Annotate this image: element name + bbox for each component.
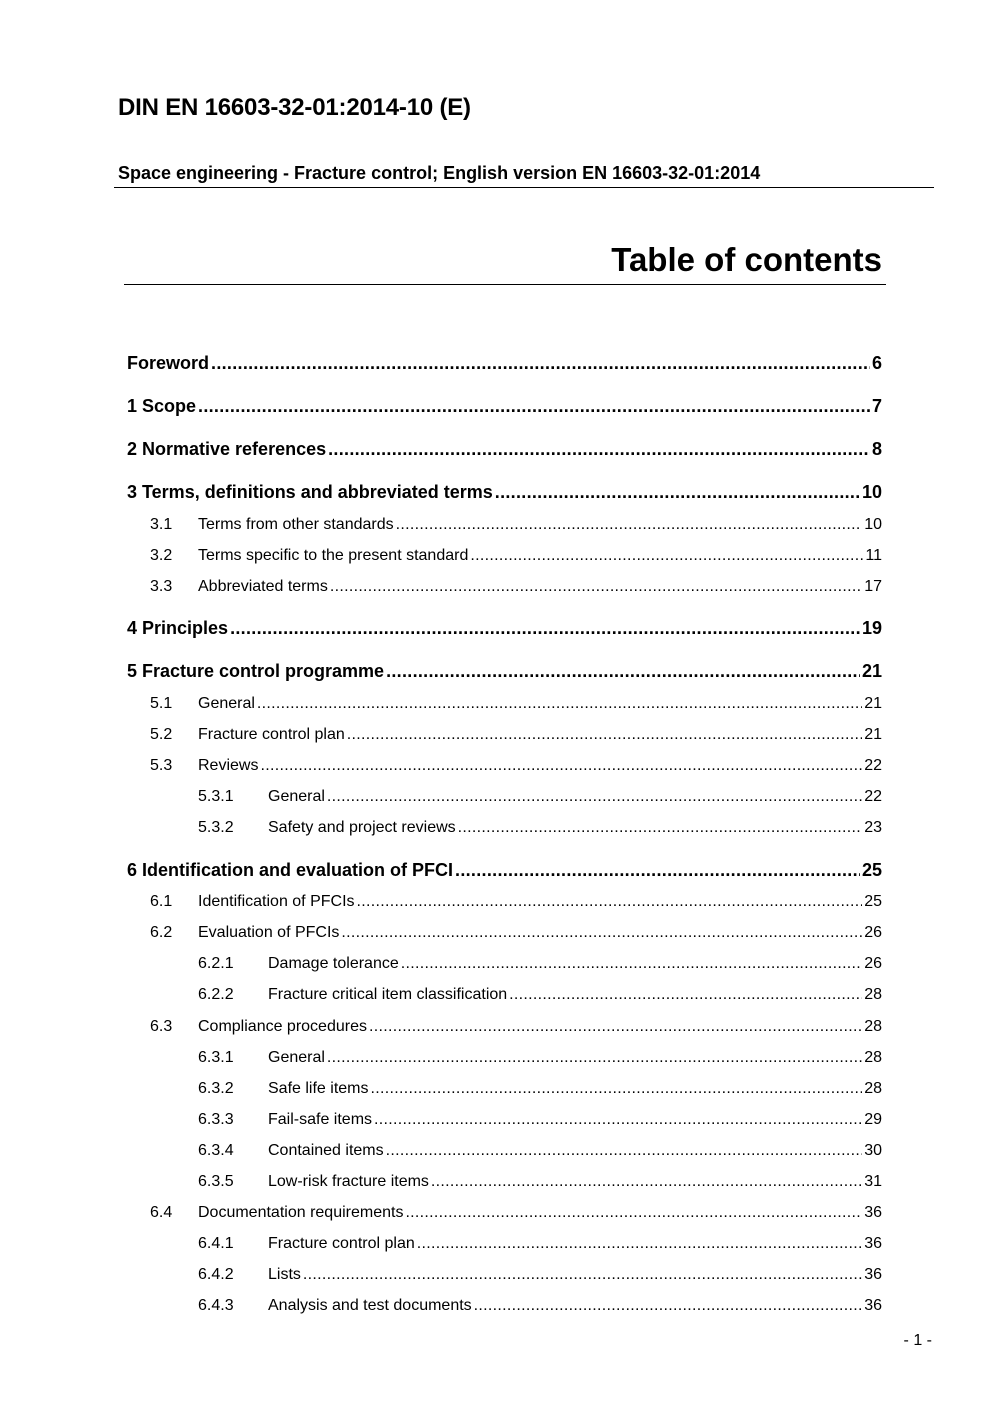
document-subtitle: Space engineering - Fracture control; English version EN 16603-32-01:2014 bbox=[118, 163, 761, 183]
toc-leader-dots bbox=[495, 482, 860, 503]
toc-leader-dots bbox=[405, 1204, 862, 1222]
toc-leader-dots bbox=[328, 439, 870, 460]
toc-entry-label: 1 Scope bbox=[127, 396, 197, 416]
toc-entry-label: General bbox=[198, 695, 255, 712]
toc-entry-number: 6.3.4 bbox=[198, 1142, 234, 1159]
toc-entry[interactable] bbox=[127, 924, 882, 948]
toc-entry-label: Terms from other standards bbox=[198, 516, 394, 533]
toc-entry[interactable] bbox=[127, 1049, 882, 1073]
toc-entry-page: 21 bbox=[864, 726, 882, 743]
toc-entry-number: 6.3.1 bbox=[198, 1049, 234, 1066]
toc-entry-page: 28 bbox=[864, 1080, 882, 1097]
toc-entry-page: 22 bbox=[864, 757, 882, 774]
toc-entry[interactable] bbox=[127, 439, 882, 463]
toc-entry-page: 26 bbox=[864, 955, 882, 972]
toc-leader-dots bbox=[369, 1018, 862, 1036]
toc-entry-number: 3.2 bbox=[150, 547, 173, 564]
toc-entry-page: 30 bbox=[864, 1142, 882, 1159]
toc-leader-dots bbox=[386, 1142, 863, 1160]
toc-entry-page: 21 bbox=[864, 695, 882, 712]
page-number: - 1 - bbox=[903, 1332, 932, 1349]
toc-entry-number: 6.4 bbox=[150, 1204, 173, 1221]
toc-entry-label: Foreword bbox=[127, 353, 210, 373]
toc-leader-dots bbox=[386, 661, 860, 682]
toc-entry[interactable] bbox=[127, 1297, 882, 1321]
toc-entry-label: Contained items bbox=[268, 1142, 384, 1159]
toc-entry-number: 6.1 bbox=[150, 893, 173, 910]
toc-entry-label: Fracture critical item classification bbox=[268, 986, 508, 1003]
toc-entry-number: 6.3.3 bbox=[198, 1111, 234, 1128]
toc-entry[interactable] bbox=[127, 1018, 882, 1042]
toc-entry-page: 29 bbox=[864, 1111, 882, 1128]
toc-entry-label: Compliance procedures bbox=[198, 1018, 367, 1035]
toc-entry-page: 31 bbox=[864, 1173, 882, 1190]
toc-entry[interactable] bbox=[127, 1235, 882, 1259]
toc-entry-label: Abbreviated terms bbox=[198, 578, 328, 595]
toc-leader-dots bbox=[417, 1235, 862, 1253]
toc-entry-label: General bbox=[268, 788, 325, 805]
toc-entry-label: 5 Fracture control programme bbox=[127, 661, 385, 681]
toc-entry[interactable] bbox=[127, 661, 882, 685]
toc-entry-label: Terms specific to the present standard bbox=[198, 547, 469, 564]
toc-leader-dots bbox=[474, 1297, 863, 1315]
toc-entry[interactable] bbox=[127, 757, 882, 781]
toc-entry-label: Lists bbox=[268, 1266, 301, 1283]
toc-entry[interactable] bbox=[127, 955, 882, 979]
toc-leader-dots bbox=[198, 396, 870, 417]
toc-entry[interactable] bbox=[127, 1204, 882, 1228]
toc-entry-number: 5.2 bbox=[150, 726, 173, 743]
toc-leader-dots bbox=[470, 547, 863, 565]
toc-entry-label: General bbox=[268, 1049, 325, 1066]
toc-entry-page: 36 bbox=[864, 1266, 882, 1283]
toc-title-rule bbox=[124, 284, 886, 285]
toc-entry-label: Damage tolerance bbox=[268, 955, 399, 972]
toc-entry-label: Fail-safe items bbox=[268, 1111, 373, 1128]
toc-entry[interactable] bbox=[127, 516, 882, 540]
toc-entry-page: 36 bbox=[864, 1204, 882, 1221]
toc-entry-page: 28 bbox=[864, 986, 882, 1003]
toc-leader-dots bbox=[357, 893, 863, 911]
toc-leader-dots bbox=[370, 1080, 862, 1098]
toc-leader-dots bbox=[327, 788, 862, 806]
toc-entry-page: 6 bbox=[871, 353, 882, 373]
toc-entry-label: Fracture control plan bbox=[198, 726, 345, 743]
toc-title: Table of contents bbox=[611, 241, 882, 278]
toc-entry[interactable] bbox=[127, 986, 882, 1010]
toc-entry-label: Analysis and test documents bbox=[268, 1297, 472, 1314]
toc-entry[interactable] bbox=[127, 1111, 882, 1135]
toc-entry-number: 5.3.2 bbox=[198, 819, 234, 836]
toc-leader-dots bbox=[327, 1049, 862, 1067]
toc-entry-number: 3.3 bbox=[150, 578, 173, 595]
toc-entry-number: 6.3.5 bbox=[198, 1173, 234, 1190]
toc-entry[interactable] bbox=[127, 1173, 882, 1197]
toc-leader-dots bbox=[211, 353, 870, 374]
toc-entry[interactable] bbox=[127, 482, 882, 506]
toc-leader-dots bbox=[455, 860, 860, 881]
toc-entry-page: 19 bbox=[861, 618, 882, 638]
toc-entry-number: 6.3.2 bbox=[198, 1080, 234, 1097]
toc-entry-page: 8 bbox=[871, 439, 882, 459]
toc-entry-page: 7 bbox=[871, 396, 882, 416]
toc-entry[interactable] bbox=[127, 1080, 882, 1104]
header-rule bbox=[114, 187, 934, 188]
toc-entry-page: 11 bbox=[865, 547, 882, 564]
toc-leader-dots bbox=[347, 726, 862, 744]
toc-entry-page: 28 bbox=[864, 1049, 882, 1066]
toc-entry-number: 6.2.2 bbox=[198, 986, 234, 1003]
toc-entry-label: 2 Normative references bbox=[127, 439, 327, 459]
toc-leader-dots bbox=[458, 819, 863, 837]
toc-entry[interactable] bbox=[127, 618, 882, 642]
toc-entry-label: 4 Principles bbox=[127, 618, 229, 638]
toc-entry[interactable] bbox=[127, 1266, 882, 1290]
toc-leader-dots bbox=[341, 924, 862, 942]
toc-entry-label: Low-risk fracture items bbox=[268, 1173, 429, 1190]
toc-entry-page: 22 bbox=[864, 788, 882, 805]
toc-leader-dots bbox=[509, 986, 862, 1004]
toc-entry-label: Documentation requirements bbox=[198, 1204, 404, 1221]
toc-entry-page: 10 bbox=[864, 516, 882, 533]
toc-entry-number: 5.3.1 bbox=[198, 788, 234, 805]
toc-entry-page: 10 bbox=[861, 482, 882, 502]
toc-entry-page: 25 bbox=[864, 893, 882, 910]
toc-entry-label: Safe life items bbox=[268, 1080, 369, 1097]
toc-entry[interactable] bbox=[127, 860, 882, 884]
toc-entry-page: 28 bbox=[864, 1018, 882, 1035]
toc-entry-number: 6.4.1 bbox=[198, 1235, 234, 1252]
toc-entry-number: 3.1 bbox=[150, 516, 173, 533]
toc-entry-number: 6.2 bbox=[150, 924, 173, 941]
toc-entry[interactable] bbox=[127, 819, 882, 843]
toc-entry-label: Fracture control plan bbox=[268, 1235, 415, 1252]
toc-entry-number: 6.4.2 bbox=[198, 1266, 234, 1283]
toc-entry[interactable] bbox=[127, 396, 882, 420]
toc-entry-number: 6.3 bbox=[150, 1018, 173, 1035]
toc-entry-label: Reviews bbox=[198, 757, 259, 774]
toc-leader-dots bbox=[330, 578, 862, 596]
toc-entry[interactable] bbox=[127, 788, 882, 812]
toc-entry-page: 26 bbox=[864, 924, 882, 941]
toc-leader-dots bbox=[303, 1266, 862, 1284]
document-id: DIN EN 16603-32-01:2014-10 (E) bbox=[118, 94, 471, 121]
toc-leader-dots bbox=[230, 618, 860, 639]
toc-leader-dots bbox=[431, 1173, 862, 1191]
toc-leader-dots bbox=[374, 1111, 862, 1129]
toc-entry-page: 36 bbox=[864, 1235, 882, 1252]
toc-entry[interactable] bbox=[127, 726, 882, 750]
toc-entry-label: Identification of PFCIs bbox=[198, 893, 355, 910]
toc-leader-dots bbox=[260, 757, 862, 775]
toc-entry-number: 5.3 bbox=[150, 757, 173, 774]
toc-entry[interactable] bbox=[127, 695, 882, 719]
toc-entry[interactable] bbox=[127, 353, 882, 377]
toc-entry-label: 3 Terms, definitions and abbreviated terms bbox=[127, 482, 493, 502]
toc-entry-label: Safety and project reviews bbox=[268, 819, 456, 836]
toc-leader-dots bbox=[401, 955, 862, 973]
toc-entry-label: Evaluation of PFCIs bbox=[198, 924, 340, 941]
toc-entry-number: 6.2.1 bbox=[198, 955, 234, 972]
toc-entry-number: 5.1 bbox=[150, 695, 173, 712]
toc-entry-page: 36 bbox=[864, 1297, 882, 1314]
toc-leader-dots bbox=[257, 695, 862, 713]
toc-entry-page: 21 bbox=[861, 661, 882, 681]
toc-entry[interactable] bbox=[127, 1142, 882, 1166]
toc-entry[interactable] bbox=[127, 547, 882, 571]
toc-entry-label: 6 Identification and evaluation of PFCI bbox=[127, 860, 454, 880]
toc-leader-dots bbox=[396, 516, 863, 534]
toc-entry[interactable] bbox=[127, 578, 882, 602]
toc-entry[interactable] bbox=[127, 893, 882, 917]
toc-entry-number: 6.4.3 bbox=[198, 1297, 234, 1314]
toc-entry-page: 25 bbox=[861, 860, 882, 880]
toc-entry-page: 17 bbox=[864, 578, 882, 595]
toc-entry-page: 23 bbox=[864, 819, 882, 836]
